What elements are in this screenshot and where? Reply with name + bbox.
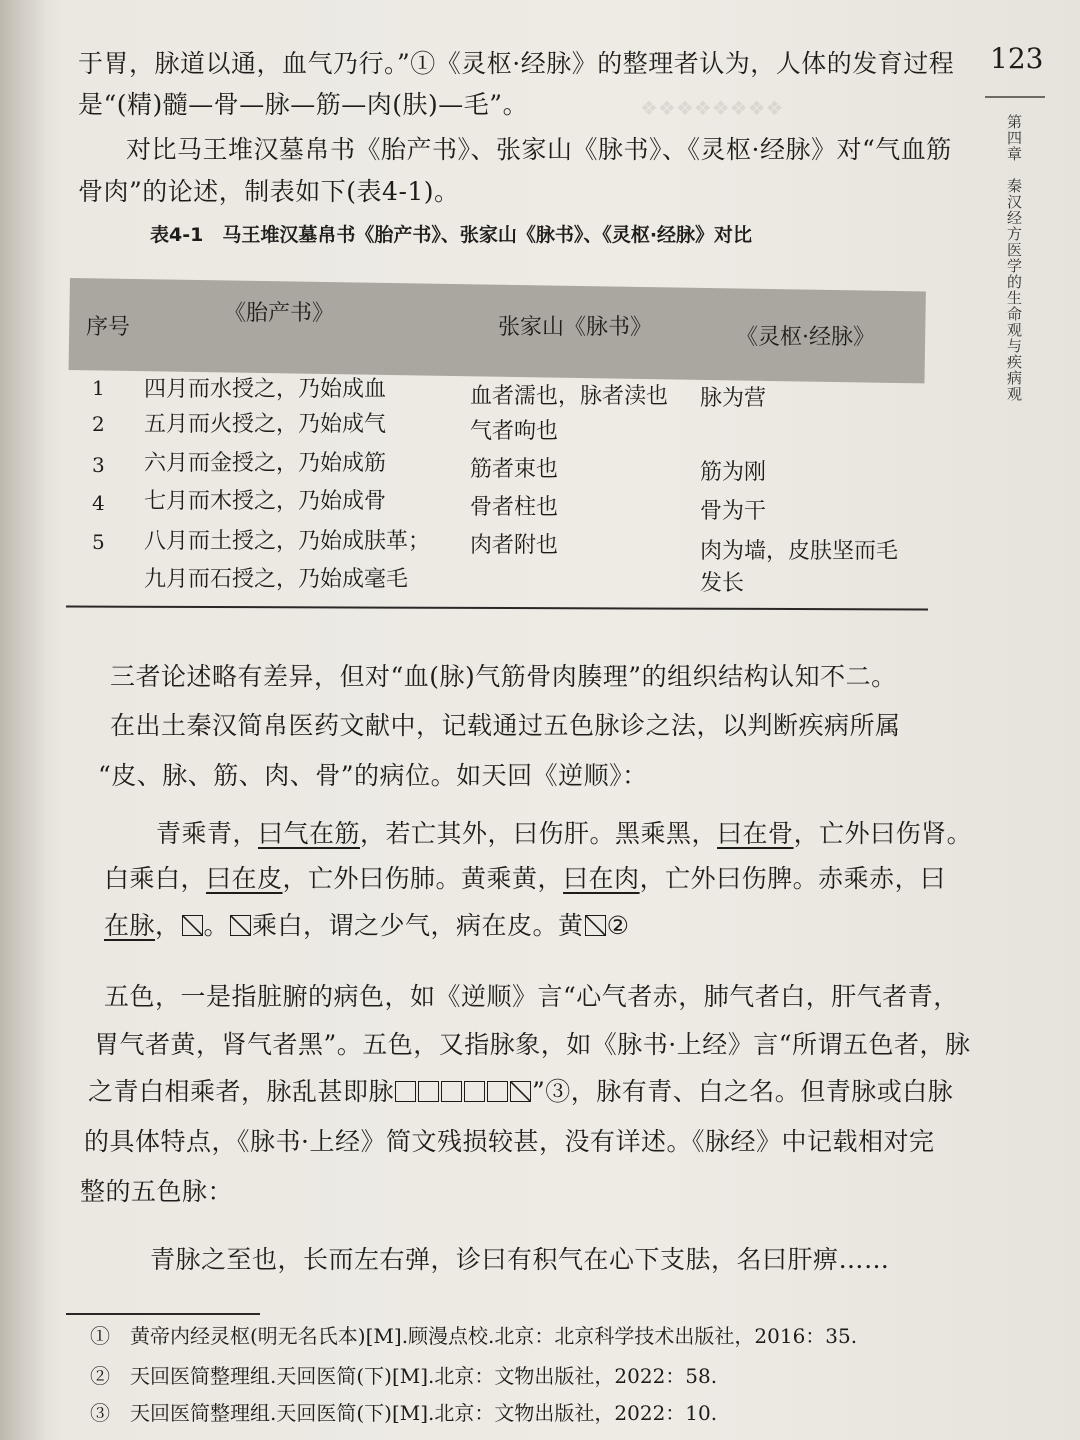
quote-text: 青乘青， [156,819,259,848]
quote-line: 青脉之至也，长而左右弹，诊曰有积气在心下支胠，名曰肝痹…… [150,1245,890,1274]
paragraph-line: 的具体特点，《脉书·上经》简文残损较甚，没有详述。《脉经》中记载相对完 [84,1127,935,1156]
quote-text: 乘白，谓之少气，病在皮。黄 [252,911,584,940]
footnote-rule [66,1313,260,1315]
missing-char-box [441,1081,462,1102]
line-text: 之青白相乘者，脉乱甚即脉 [88,1077,395,1106]
cell-lingshu: 脉为营 [700,386,767,411]
header-rule [985,96,1045,98]
cell-taichan: 六月而金授之，乃始成筋 [144,451,387,476]
missing-char-box [230,915,251,936]
bleed-through-text: ❖❖❖❖❖❖❖❖ [640,96,784,120]
row-number: 3 [92,453,105,477]
cell-taichan: 九月而石授之，乃始成毫毛 [144,567,409,592]
quote-text: 白乘白， [104,864,207,893]
table-header-cell: 序号 [86,315,131,340]
paragraph-line: 在出土秦汉简帛医药文献中，记载通过五色脉诊之法，以判断疾病所属 [110,711,901,740]
cell-lingshu: 肉为墙，皮肤坚而毛 [700,539,899,564]
paragraph-line [88,1072,953,1108]
missing-char-box [182,915,203,936]
quote-line [104,859,946,895]
quote-text: ， [155,911,181,940]
table-bottom-rule [66,605,928,610]
paragraph-line: 三者论述略有差异，但对“血(脉)气筋骨肉腠理”的组织结构认知不二。 [110,662,897,691]
page-gutter [0,0,46,1440]
missing-char-box [585,915,606,936]
cell-maishu: 气者呴也 [470,419,559,444]
underlined-phrase: 曰在骨 [717,819,794,848]
missing-char-box [395,1081,416,1102]
line-text: ”③，脉有青、白之名。但青脉或白脉 [532,1077,954,1106]
quote-text: ，亡外曰伤肾。 [793,819,973,848]
footnote-mark: ② [90,1364,110,1388]
paragraph-line: 整的五色脉： [80,1177,234,1206]
underlined-phrase: 曰气在筋 [258,819,361,848]
quote-line [104,906,629,942]
paragraph-line: 是“(精)髓—骨—脉—筋—肉(肤)—毛”。 [78,90,529,119]
page-number: 123 [990,42,1044,75]
cell-maishu: 肉者附也 [470,533,559,558]
cell-lingshu: 骨为干 [700,499,767,524]
paragraph-line: “皮、脉、筋、肉、骨”的病位。如天回《逆顺》： [98,761,648,790]
row-number: 5 [92,530,105,554]
quote-text: ，亡外曰伤脾。赤乘赤，曰 [639,864,946,893]
paragraph-line: 胃气者黄，肾气者黑”。五色，又指脉象，如《脉书·上经》言“所谓五色者，脉 [94,1030,971,1059]
paragraph-line: 于胃，脉道以通，血气乃行。”①《灵枢·经脉》的整理者认为，人体的发育过程 [78,49,955,78]
paragraph-line: 对比马王堆汉墓帛书《胎产书》、张家山《脉书》、《灵枢·经脉》对“气血筋 [126,135,952,164]
footnote [90,1320,857,1349]
footnote-text: 黄帝内经灵枢(明无名氏本)[M].顾漫点校.北京：北京科学技术出版社，2016：35. [130,1324,858,1348]
quote-line [156,814,972,850]
underlined-phrase: 曰在肉 [563,864,640,893]
underlined-phrase: 曰在皮 [206,864,283,893]
underlined-phrase: 在脉 [104,911,156,940]
quote-text: 。 [203,911,230,940]
row-number: 4 [92,491,105,515]
cell-lingshu: 发长 [700,571,745,596]
row-number: 1 [92,376,105,400]
quote-text: ，亡外曰伤肺。黄乘黄， [282,864,564,893]
cell-maishu: 骨者柱也 [470,495,559,520]
footnote-ref: ② [606,911,630,940]
missing-char-box [464,1081,485,1102]
footnote [90,1360,717,1389]
footnote-text: 天回医简整理组.天回医简(下)[M].北京：文物出版社，2022：58. [130,1364,718,1388]
cell-taichan: 四月而水授之，乃始成血 [144,377,387,402]
running-title: 第四章 秦汉经方医学的生命观与疾病观 [1005,114,1023,402]
footnote-mark: ① [90,1324,110,1348]
table-header-cell: 《灵枢·经脉》 [736,325,875,350]
cell-taichan: 七月而木授之，乃始成骨 [144,489,387,514]
missing-char-box [510,1081,531,1102]
missing-char-box [418,1081,439,1102]
cell-taichan: 八月而土授之，乃始成肤革； [144,529,431,554]
table-caption: 表4-1 马王堆汉墓帛书《胎产书》、张家山《脉书》、《灵枢·经脉》对比 [150,224,753,246]
missing-char-box [487,1081,508,1102]
quote-text: ，若亡其外，曰伤肝。黑乘黑， [360,819,718,848]
paragraph-line: 五色，一是指脏腑的病色，如《逆顺》言“心气者赤，肺气者白，肝气者青， [104,982,959,1011]
footnote-mark: ③ [90,1401,110,1425]
cell-lingshu: 筋为刚 [700,460,767,485]
row-number: 2 [92,412,105,436]
table-header-cell: 《胎产书》 [224,301,335,326]
footnote-text: 天回医简整理组.天回医简(下)[M].北京：文物出版社，2022：10. [130,1401,718,1425]
cell-maishu: 血者濡也，脉者渎也 [470,384,669,409]
table-header-cell: 张家山《脉书》 [498,315,653,340]
paragraph-line: 骨肉”的论述，制表如下(表4-1)。 [78,177,460,206]
footnote [90,1397,717,1426]
cell-maishu: 筋者束也 [470,457,559,482]
cell-taichan: 五月而火授之，乃始成气 [144,412,387,437]
